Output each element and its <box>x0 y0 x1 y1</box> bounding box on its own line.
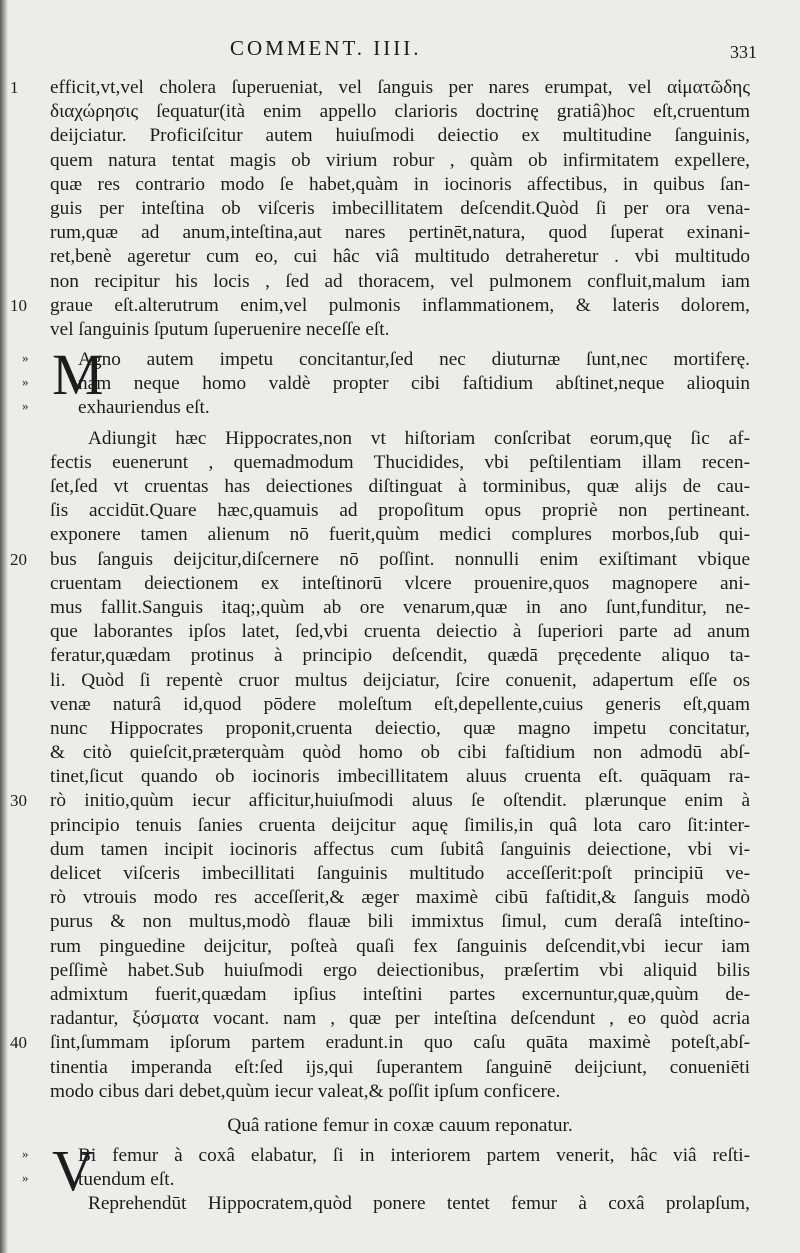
line-text: purus & non multus,modò flauæ bili immixtus ſimul, cum deraſâ inteſtino- <box>50 911 750 933</box>
line-number: 20 <box>10 549 27 569</box>
line-text: ſis accidūt.Quare hæc,quamuis ad propoſitum opus propriè non pertineant. <box>50 500 750 522</box>
quotation-mark: » <box>22 350 29 366</box>
quotation-mark: » <box>22 1146 29 1162</box>
line-text: rò vtrouis modo res acceſſerit,& æger maximè cibū faſtidit,& ſanguis modò <box>50 887 750 909</box>
line-text: tinentia imperanda eſt:ſed ijs,qui ſuperantem ſanguinē deijciunt, conueniēti <box>50 1056 750 1078</box>
line-text: rò initio,quùm iecur afficitur,huiuſmodi aluus ſe oſtendit. plærunque enim à <box>50 790 750 812</box>
text-line <box>50 935 750 959</box>
text-line <box>22 348 750 372</box>
text-line <box>22 1168 750 1192</box>
text-line <box>50 572 750 596</box>
line-text: admixtum fuerit,quædam ipſius inteſtini partes excernuntur,quæ,quùm de- <box>50 983 750 1005</box>
text-line <box>22 372 750 396</box>
text-line <box>50 669 750 693</box>
line-text: Agno autem impetu concitantur,ſed nec diuturnæ ſunt,nec mortiferę. <box>78 349 750 371</box>
text-line <box>50 741 750 765</box>
lemma-1 <box>22 342 750 421</box>
line-text: graue eſt.alterutrum enim,vel pulmonis inflammationem, & lateris dolorem, <box>50 294 750 316</box>
page-header <box>0 30 800 70</box>
section-heading: Quâ ratione femur in coxæ cauum reponatur. <box>227 1114 573 1136</box>
line-text: non recipitur his locis , ſed ad thoracem, vel pulmonem confluit,malum iam <box>50 270 750 292</box>
text-line <box>50 765 750 789</box>
line-text: radantur, ξύσματα vocant. nam , quæ per inteſtina deſcendunt , eo quòd acria <box>50 1008 750 1030</box>
text-line <box>50 1056 750 1080</box>
text-line <box>22 1144 750 1168</box>
text-line <box>50 124 750 148</box>
line-text: exhauriendus eſt. <box>78 397 210 419</box>
text-line <box>50 814 750 838</box>
line-text: dum tamen incipit iocinoris affectus cum ſubitâ ſanguinis deiectione, vbi vi- <box>50 838 750 860</box>
text-block <box>10 76 750 1217</box>
line-text: exponere tamen alienum nō fuerit,quùm medici complures morbos,ſub qui- <box>50 524 750 546</box>
text-line <box>50 862 750 886</box>
line-text: que laborantes ipſos latet, ſed,vbi cruenta deiectio à ſuperiori parte ad anum <box>50 621 750 643</box>
running-title: COMMENT. IIII. <box>230 36 422 60</box>
line-text: ſint,ſummam ipſorum partem eradunt.in quo caſu quāta maximè poteſt,abſ- <box>50 1032 750 1054</box>
page-number: 331 <box>730 42 757 62</box>
line-text: vel ſanguinis ſputum ſuperuenire neceſſe eſt. <box>50 318 390 340</box>
text-line <box>50 983 750 1007</box>
text-line <box>50 959 750 983</box>
line-text: feratur,quædam protinus à principio deſcendit, quædā pręcedente aliquo ta- <box>50 645 750 667</box>
line-number: 1 <box>10 78 19 97</box>
text-line <box>10 789 750 813</box>
line-number: 40 <box>10 1033 27 1053</box>
text-line <box>50 149 750 173</box>
drop-cap: M <box>52 342 104 408</box>
line-text: ret,benè ageretur cum eo, cui hâc viâ multitudo detraheretur . vbi multitudo <box>50 246 750 268</box>
paragraph-1 <box>10 76 750 342</box>
text-line <box>50 693 750 717</box>
line-text: mus fallit.Sanguis itaq;,quùm ab ore venarum,quæ in ano ſunt,funditur, ne- <box>50 596 750 618</box>
line-text: peſſimè habet.Sub huiuſmodi ergo deiectionibus, præſertim vbi aliquid bilis <box>50 959 750 981</box>
text-line <box>50 451 750 475</box>
text-line <box>50 523 750 547</box>
quotation-mark: » <box>22 1170 29 1186</box>
text-line <box>50 596 750 620</box>
paragraph-2 <box>10 427 750 1104</box>
text-line <box>10 1031 750 1055</box>
text-line <box>50 173 750 197</box>
text-line <box>50 910 750 934</box>
line-text: principio tenuis ſanies cruenta deijcitur aquę ſimilis,in quâ lota caro ſit:inter- <box>50 814 750 836</box>
text-line <box>50 1007 750 1031</box>
line-text: venæ naturâ id,quod pōdere moleſtum eſt,depellente,cuius generis eſt,quam <box>50 693 750 715</box>
paragraph-3 <box>50 1192 750 1216</box>
line-text: Adiungit hæc Hippocrates,non vt hiſtoriam conſcribat eorum,quę ſic af- <box>88 427 750 449</box>
text-line <box>50 1080 750 1104</box>
line-number: 30 <box>10 791 27 811</box>
text-line <box>50 475 750 499</box>
line-text: bus ſanguis deijcitur,diſcernere nō poſſint. nonnulli enim exiſtimant vbique <box>50 548 750 570</box>
line-number: 10 <box>10 295 27 315</box>
line-text: rum,quæ ad anum,inteſtina,aut nares pertinēt,natura, quod ſuperat exinani- <box>50 222 750 244</box>
text-line <box>50 620 750 644</box>
text-line <box>50 1192 750 1216</box>
line-text: guis per inteſtina ob viſceris imbecillitatem deſcendit.Quòd ſi per ora vena- <box>50 197 750 219</box>
page-gutter-shadow <box>0 0 8 1253</box>
line-text: efficit,vt,vel cholera ſuperueniat, vel ſanguis per nares erumpat, vel αἱματῶδης <box>50 77 750 98</box>
text-line <box>50 886 750 910</box>
text-line <box>50 197 750 221</box>
line-text: tuendum eſt. <box>78 1169 175 1191</box>
text-line <box>50 838 750 862</box>
text-line <box>50 245 750 269</box>
text-line <box>22 396 750 420</box>
line-text: cruentam deiectionem ex inteſtinorū vlcere prouenire,quos magnopere ani- <box>50 572 750 594</box>
line-text: rum pinguedine deijcitur, poſteà quaſi fex ſanguinis deſcendit,vbi iecur iam <box>50 935 750 957</box>
line-text: deijciatur. Proficiſcitur autem huiuſmodi deiectio ex multitudine ſanguinis, <box>50 125 750 147</box>
text-line <box>50 427 750 451</box>
quotation-mark: » <box>22 374 29 390</box>
drop-cap: V <box>52 1138 94 1204</box>
line-text: nam neque homo valdè propter cibi faſtidium abſtinet,neque alioquin <box>78 373 750 395</box>
text-line <box>50 318 750 342</box>
line-text: modo cibus dari debet,quùm iecur valeat,& poſſit ipſum conficere. <box>50 1080 561 1102</box>
line-text: Reprehendūt Hippocratem,quòd ponere tentet femur à coxâ prolapſum, <box>88 1193 750 1215</box>
line-text: li. Quòd ſi repentè cruor multus deijciatur, ſcire conuenit, adapertum eſſe os <box>50 669 750 691</box>
line-text: nunc Hippocrates proponit,cruenta deiectio, quæ magno impetu concitatur, <box>50 717 750 739</box>
text-line <box>50 717 750 741</box>
line-text: quem natura tentat magis ob virium robur , quàm ob infirmitatem expellere, <box>50 149 750 171</box>
text-line <box>50 644 750 668</box>
line-text: & citò quieſcit,præterquàm quòd homo ob cibi faſtidium non admodū abſ- <box>50 742 750 764</box>
text-line <box>50 221 750 245</box>
quotation-mark: » <box>22 398 29 414</box>
line-text: delicet viſceris imbecillitati ſanguinis multitudo acceſſerit:poſt principiū ve- <box>50 863 750 884</box>
line-text: fectis euenerunt , quemadmodum Thucidides, vbi peſtilentiam illam recen- <box>50 451 750 473</box>
text-line <box>50 100 750 124</box>
text-line <box>50 499 750 523</box>
line-text: Bi femur à coxâ elabatur, ſi in interiorem partem venerit, hâc viâ reſti- <box>78 1145 750 1167</box>
line-text: ſet,ſed vt cruentas has deiectiones diſtinguat à torminibus, quæ alijs de cau- <box>50 476 750 497</box>
line-text: διαχώρησις ſequatur(ità enim appello clarioris doctrinę gratiâ)hoc eſt,cruentum <box>50 101 750 123</box>
text-line <box>10 548 750 572</box>
text-line <box>10 76 750 100</box>
text-line <box>10 294 750 318</box>
line-text: quæ res contrario modo ſe habet,quàm in iocinoris affectibus, in quibus ſan- <box>50 173 750 195</box>
line-text: tinet,ſicut quando ob iocinoris imbecillitatem aluus cruenta eſt. quāquam ra- <box>50 766 750 788</box>
text-line <box>50 270 750 294</box>
